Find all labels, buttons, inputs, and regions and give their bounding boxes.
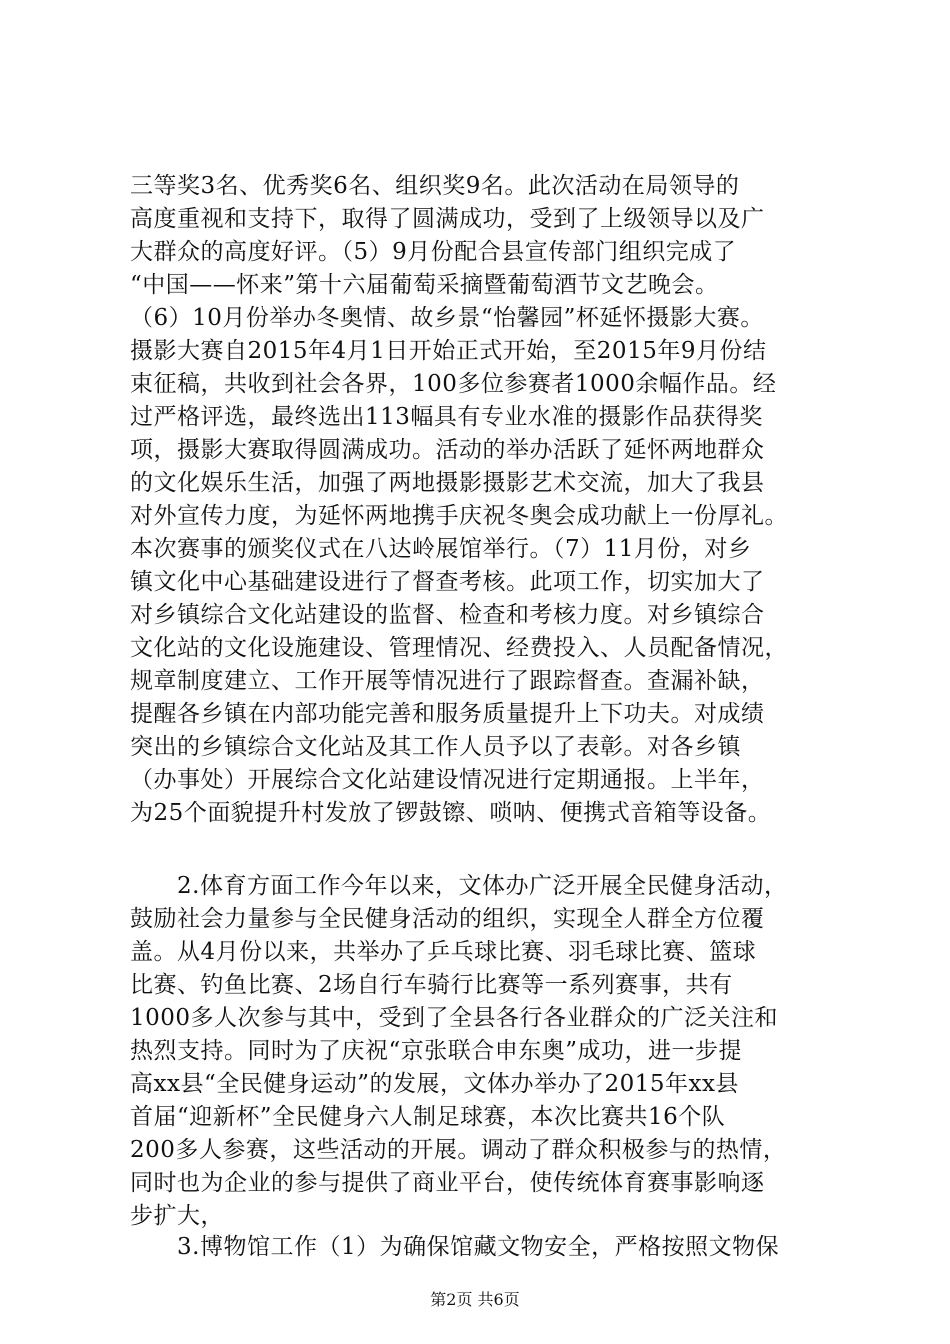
text-line: 的文化娱乐生活，加强了两地摄影摄影艺术交流，加大了我县 xyxy=(130,470,765,496)
text-line: 200多人参赛，这些活动的开展。调动了群众积极参与的热情， xyxy=(130,1137,787,1163)
text-line: 过严格评选，最终选出113幅具有专业水准的摄影作品获得奖 xyxy=(130,404,763,430)
text-line: 比赛、钓鱼比赛、2场自行车骑行比赛等一系列赛事，共有 xyxy=(130,972,733,998)
text-line: 盖。从4月份以来，共举办了乒乓球比赛、羽毛球比赛、篮球 xyxy=(130,939,757,965)
text-line: 束征稿，共收到社会各界，100多位参赛者1000余幅作品。经 xyxy=(130,371,777,397)
text-line: 3.博物馆工作（1）为确保馆藏文物安全，严格按照文物保 xyxy=(130,1234,780,1260)
text-line: 为25个面貌提升村发放了锣鼓镲、唢呐、便携式音箱等设备。 xyxy=(130,800,772,826)
text-line: 1000多人次参与其中，受到了全县各行各业群众的广泛关注和 xyxy=(130,1005,779,1031)
text-line: 摄影大赛自2015年4月1日开始正式开始，至2015年9月份结 xyxy=(130,338,767,364)
page-footer: 第2页 共6页 xyxy=(430,1290,520,1309)
text-line: 三等奖3名、优秀奖6名、组织奖9名。此次活动在局领导的 xyxy=(130,173,740,199)
text-line: （6）10月份举办冬奥情、故乡景“怡馨园”杯延怀摄影大赛。 xyxy=(130,305,764,331)
text-line: “中国——怀来”第十六届葡萄采摘暨葡萄酒节文艺晚会。 xyxy=(130,272,719,298)
text-line: 对乡镇综合文化站建设的监督、检查和考核力度。对乡镇综合 xyxy=(130,602,765,628)
text-line: 热烈支持。同时为了庆祝“京张联合申东奥”成功，进一步提 xyxy=(130,1038,743,1064)
text-line: 规章制度建立、工作开展等情况进行了跟踪督查。查漏补缺， xyxy=(130,668,765,694)
text-line: 大群众的高度好评。（5）9月份配合县宣传部门组织完成了 xyxy=(130,239,737,265)
text-line: 对外宣传力度，为延怀两地携手庆祝冬奥会成功献上一份厚礼。 xyxy=(130,503,788,529)
text-line: 步扩大， xyxy=(130,1203,224,1229)
text-line: 鼓励社会力量参与全民健身活动的组织，实现全人群全方位覆 xyxy=(130,906,765,932)
text-line: 文化站的文化设施建设、管理情况、经费投入、人员配备情况， xyxy=(130,635,788,661)
text-line: 镇文化中心基础建设进行了督查考核。此项工作，切实加大了 xyxy=(130,569,765,595)
text-line: 2.体育方面工作今年以来，文体办广泛开展全民健身活动， xyxy=(130,873,788,899)
text-line: （办事处）开展综合文化站建设情况进行定期通报。上半年， xyxy=(130,767,765,793)
text-line: 首届“迎新杯”全民健身六人制足球赛，本次比赛共16个队 xyxy=(130,1104,726,1130)
text-line: 高度重视和支持下，取得了圆满成功，受到了上级领导以及广 xyxy=(130,206,765,232)
text-line: 突出的乡镇综合文化站及其工作人员予以了表彰。对各乡镇 xyxy=(130,734,741,760)
text-line: 高xx县“全民健身运动”的发展，文体办举办了2015年xx县 xyxy=(130,1071,739,1097)
text-line: 提醒各乡镇在内部功能完善和服务质量提升上下功夫。对成绩 xyxy=(130,701,765,727)
text-line: 本次赛事的颁奖仪式在八达岭展馆举行。（7）11月份，对乡 xyxy=(130,536,752,562)
text-line: 同时也为企业的参与提供了商业平台，使传统体育赛事影响逐 xyxy=(130,1170,765,1196)
text-line: 项，摄影大赛取得圆满成功。活动的举办活跃了延怀两地群众 xyxy=(130,437,765,463)
